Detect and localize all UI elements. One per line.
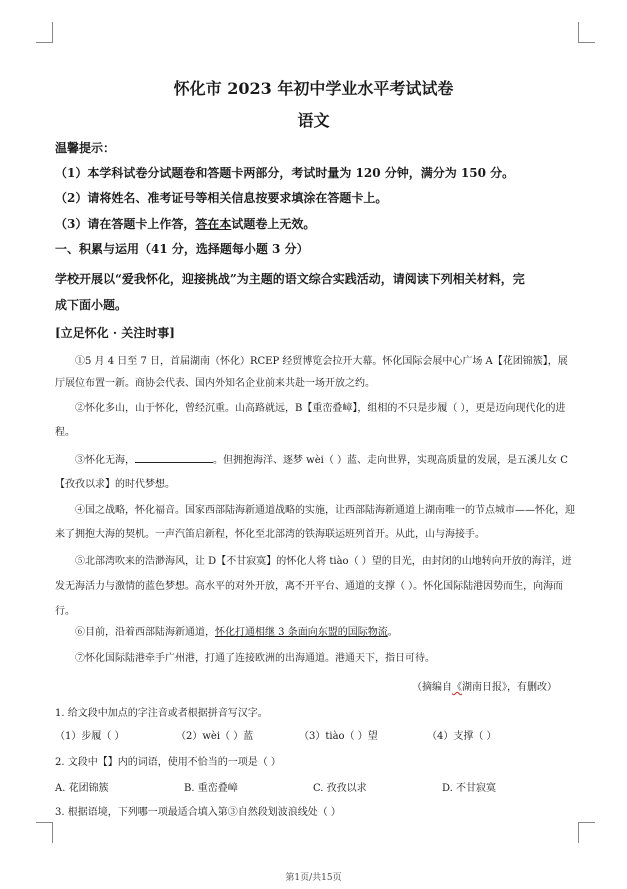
crop-mark-top-right: [578, 22, 595, 43]
q1-item-3: （3）tiào（ ）望: [299, 731, 378, 742]
hint-item-3: （3）请在答题卡上作答，答在本试题卷上无效。: [55, 217, 316, 231]
passage-paragraph-6: ⑥目前，沿着西部陆海新通道，怀化打通相继 3 条面向东盟的国际物流。: [75, 627, 398, 638]
hint-item-1: （1）本学科试卷分试题卷和答题卡两部分，考试时量为 120 分钟，满分为 150 分。: [55, 166, 515, 180]
source-note: （摘编自《湖南日报》，有删改）: [412, 682, 557, 693]
passage-paragraph-2: ②怀化多山，山于怀化，曾经沉重。山高路就远，B【重峦叠嶂】，组相的不只是步履（ ），更是迈向现代化的进程。: [55, 403, 566, 438]
hint-item-2: （2）请将姓名、准考证号等相关信息按要求填涂在答题卡上。: [55, 191, 388, 205]
passage-paragraph-3: ③怀化无海， 。但拥抱海洋、逐梦 wèi（ ）蓝、走向世界，实现高质量的发展，是五溪儿女 C【孜孜以求】的时代梦想。: [55, 455, 568, 490]
q1-item-2: （2）wèi（ ）蓝: [176, 731, 254, 742]
exam-title: 怀化市 2023 年初中学业水平考试试卷: [173, 79, 454, 98]
passage-paragraph-4: ④国之战略，怀化福音。国家西部陆海新通道战略的实施，让西部陆海新通道上湖南唯一的节点城市——怀化，迎来了拥抱大海的契机。一声汽笛启新程，怀化至北部湾的铁海联运班列首开。从此，山与海接手。: [55, 505, 575, 540]
intro-line-2: 成下面小题。: [55, 298, 128, 312]
question-2: 2. 文段中【】内的词语，使用不恰当的一项是（ ）: [55, 757, 281, 768]
page-footer: 第1页/共15页: [285, 873, 342, 883]
q2-option-c: C. 孜孜以求: [313, 783, 367, 794]
q2-option-b: B. 重峦叠嶂: [184, 783, 238, 794]
hints-heading: 温馨提示：: [55, 141, 116, 155]
q2-option-d: D. 不甘寂寞: [442, 783, 497, 794]
q2-option-a: A. 花团锦簇: [55, 783, 109, 794]
crop-mark-bottom-right: [578, 822, 595, 843]
passage-paragraph-7: ⑦怀化国际陆港牵手广州港，打通了连接欧洲的出海通道。港通天下，指日可待。: [75, 653, 435, 664]
intro-line-1: 学校开展以“爱我怀化，迎接挑战”为主题的语文综合实践活动，请阅读下列相关材料，完: [55, 272, 525, 286]
subject-title: 语文: [297, 111, 330, 130]
passage-paragraph-1: ①5 月 4 日至 7 日，首届湖南（怀化）RCEP 经贸博览会拉开大幕。怀化国际会展中心广场 A【花团锦簇】，展厅展位布置一新。商协会代表、国内外知名企业前来共赴一场开放之约。: [55, 356, 568, 389]
question-3: 3. 根据语境，下列哪一项最适合填入第③自然段划波浪线处（ ）: [55, 807, 341, 818]
crop-mark-bottom-left: [36, 822, 53, 843]
q1-item-1: （1）步履（ ）: [55, 731, 125, 742]
q1-item-4: （4）支撑（ ）: [427, 731, 497, 742]
answer-blank: [135, 453, 213, 463]
section-heading: 一、积累与运用（41 分，选择题每小题 3 分）: [55, 242, 309, 256]
sub-heading: [立足怀化 · 关注时事]: [55, 326, 175, 340]
passage-paragraph-5: ⑤北部湾吹来的浩渺海风，让 D【不甘寂寞】的怀化人将 tiào（ ）望的目光，由封闭的山地转向开放的海洋，迸发无海活力与激情的蓝色梦想。高水平的对外开放，离不开平台、通道的支撑（ ）。怀化国际陆港因势而生，向海而行。: [55, 556, 572, 617]
question-1: 1. 给文段中加点的字注音或者根据拼音写汉字。: [55, 708, 268, 719]
crop-mark-top-left: [36, 22, 53, 43]
